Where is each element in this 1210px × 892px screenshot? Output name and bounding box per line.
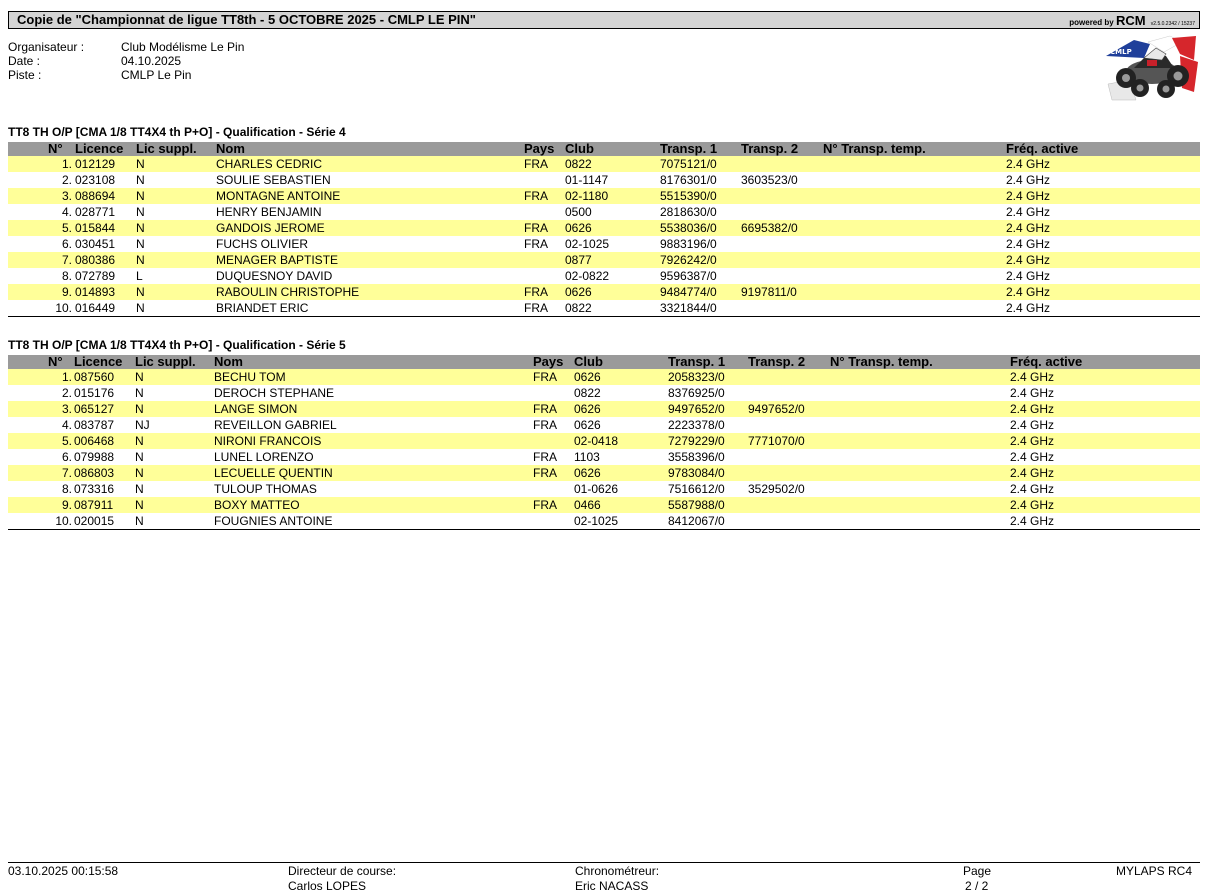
transponder1-cell: 5538036/0 [660,221,717,235]
country-cell: FRA [524,221,548,235]
track-row [8,68,408,82]
lic-suppl-cell: N [135,498,144,512]
licence-cell: 072789 [75,269,116,283]
name-cell: BRIANDET ERIC [216,301,309,315]
row-number: 6. [61,237,72,251]
row-number: 5. [61,434,72,448]
licence-cell: 012129 [75,157,116,171]
transponder1-cell: 7926242/0 [660,253,717,267]
club-cell: 01-1147 [565,173,609,187]
transponder1-cell: 3321844/0 [660,301,717,315]
col-header-transp-temp: N° Transp. temp. [823,141,926,156]
licence-cell: 015176 [74,386,115,400]
country-cell: FRA [533,498,557,512]
table-row [8,513,1200,529]
lic-suppl-cell: N [135,514,144,528]
transponder1-cell: 7075121/0 [660,157,717,171]
frequency-cell: 2.4 GHz [1006,301,1051,315]
licence-cell: 014893 [75,285,116,299]
powered-by [1069,14,1195,31]
footer-rule [8,862,1200,863]
row-number: 8. [61,482,72,496]
table-row [8,449,1200,465]
frequency-cell: 2.4 GHz [1006,253,1051,267]
licence-cell: 065127 [74,402,115,416]
frequency-cell: 2.4 GHz [1006,237,1051,251]
transponder1-cell: 9783084/0 [668,466,725,480]
row-number: 10. [55,301,72,315]
table-header [8,355,1200,369]
name-cell: FUCHS OLIVIER [216,237,309,251]
country-cell: FRA [524,237,548,251]
row-number: 1. [61,370,72,384]
club-logo [1100,34,1202,104]
transponder1-cell: 2818630/0 [660,205,717,219]
frequency-cell: 2.4 GHz [1010,402,1055,416]
lic-suppl-cell: N [136,253,145,267]
frequency-cell: 2.4 GHz [1010,418,1055,432]
lic-suppl-cell: N [136,205,145,219]
club-cell: 0626 [574,370,601,384]
table-row [8,172,1200,188]
transponder2-cell: 9197811/0 [741,285,797,299]
col-header-licence: Licence [74,354,123,369]
table-row [8,465,1200,481]
table-row [8,385,1200,401]
licence-cell: 020015 [74,514,115,528]
licence-cell: 006468 [74,434,115,448]
lic-suppl-cell: N [136,189,145,203]
col-header-pays: Pays [533,354,564,369]
name-cell: DEROCH STEPHANE [214,386,335,400]
table-row [8,369,1200,385]
club-cell: 0626 [565,221,592,235]
country-cell: FRA [524,157,548,171]
row-number: 2. [61,173,72,187]
report-title-bar [8,11,1200,29]
col-header-nom: Nom [216,141,245,156]
lic-suppl-cell: N [135,466,144,480]
licence-cell: 023108 [75,173,116,187]
date-value: 04.10.2025 [121,54,182,68]
col-header-freq: Fréq. active [1006,141,1079,156]
col-header-licence: Licence [75,141,124,156]
row-number: 7. [61,466,72,480]
transponder1-cell: 2058323/0 [668,370,725,384]
frequency-cell: 2.4 GHz [1006,269,1051,283]
table-header [8,142,1200,156]
transponder1-cell: 9484774/0 [660,285,717,299]
col-header-club: Club [574,354,603,369]
transponder1-cell: 9497652/0 [668,402,725,416]
col-header-transp1: Transp. 1 [660,141,718,156]
row-number: 10. [55,514,72,528]
licence-cell: 080386 [75,253,116,267]
frequency-cell: 2.4 GHz [1006,221,1051,235]
row-number: 3. [61,402,72,416]
table-row [8,188,1200,204]
col-header-num: N° [48,141,63,156]
series-4-rows [8,156,1200,316]
name-cell: TULOUP THOMAS [214,482,317,496]
col-header-num: N° [48,354,63,369]
name-cell: RABOULIN CHRISTOPHE [216,285,360,299]
club-cell: 01-0626 [574,482,619,496]
licence-cell: 015844 [75,221,116,235]
lic-suppl-cell: N [135,386,144,400]
club-cell: 0822 [574,386,601,400]
frequency-cell: 2.4 GHz [1010,514,1055,528]
licence-cell: 086803 [74,466,115,480]
frequency-cell: 2.4 GHz [1006,173,1051,187]
frequency-cell: 2.4 GHz [1010,450,1055,464]
name-cell: REVEILLON GABRIEL [214,418,337,432]
club-cell: 0822 [565,301,592,315]
name-cell: GANDOIS JEROME [216,221,325,235]
series-5-rows [8,369,1200,529]
director-name: Carlos LOPES [288,879,367,892]
software-name: MYLAPS RC4 [1116,864,1193,878]
col-header-transp1: Transp. 1 [668,354,726,369]
frequency-cell: 2.4 GHz [1010,482,1055,496]
organiser-row [8,40,408,54]
transponder1-cell: 8176301/0 [660,173,717,187]
col-header-club: Club [565,141,594,156]
row-number: 3. [61,189,72,203]
name-cell: FOUGNIES ANTOINE [214,514,333,528]
col-header-transp2: Transp. 2 [741,141,799,156]
club-cell: 0500 [565,205,592,219]
transponder1-cell: 9883196/0 [660,237,717,251]
transponder2-cell: 7771070/0 [748,434,805,448]
report-title: Copie de "Championnat de ligue TT8th - 5 OCTOBRE 2025 - CMLP LE PIN" [17,12,476,27]
club-cell: 0877 [565,253,592,267]
country-cell: FRA [533,402,557,416]
row-number: 8. [61,269,72,283]
footer-timestamp: 03.10.2025 00:15:58 [8,864,119,878]
date-row [8,54,408,68]
transponder1-cell: 9596387/0 [660,269,717,283]
transponder1-cell: 3558396/0 [668,450,725,464]
row-number: 2. [61,386,72,400]
transponder1-cell: 8376925/0 [668,386,725,400]
licence-cell: 016449 [75,301,116,315]
frequency-cell: 2.4 GHz [1010,386,1055,400]
organiser-label: Organisateur : [8,40,85,54]
lic-suppl-cell: N [135,450,144,464]
table-row [8,481,1200,497]
frequency-cell: 2.4 GHz [1010,498,1055,512]
row-number: 5. [61,221,72,235]
country-cell: FRA [533,418,557,432]
transponder2-cell: 3603523/0 [741,173,798,187]
club-cell: 0626 [574,418,601,432]
row-number: 6. [61,450,72,464]
table-row [8,204,1200,220]
col-header-nom: Nom [214,354,243,369]
transponder1-cell: 5515390/0 [660,189,717,203]
transponder1-cell: 2223378/0 [668,418,725,432]
table-row [8,156,1200,172]
club-cell: 02-0822 [565,269,610,283]
club-cell: 0626 [574,466,601,480]
club-cell: 02-0418 [574,434,619,448]
director-label: Directeur de course: [288,864,397,878]
software-version: v2.5.0.2342 / 15237 [1150,21,1195,27]
lic-suppl-cell: N [136,221,145,235]
country-cell: FRA [533,370,557,384]
row-number: 1. [61,157,72,171]
name-cell: BECHU TOM [214,370,286,384]
col-header-lic-suppl: Lic suppl. [136,141,197,156]
country-cell: FRA [524,189,548,203]
licence-cell: 028771 [75,205,116,219]
table-row [8,433,1200,449]
col-header-transp2: Transp. 2 [748,354,806,369]
frequency-cell: 2.4 GHz [1006,189,1051,203]
name-cell: MENAGER BAPTISTE [216,253,339,267]
name-cell: HENRY BENJAMIN [216,205,322,219]
table-row [8,268,1200,284]
table-bottom-rule [8,316,1200,317]
col-header-lic-suppl: Lic suppl. [135,354,196,369]
organiser-value: Club Modélisme Le Pin [121,40,245,54]
licence-cell: 087560 [74,370,115,384]
frequency-cell: 2.4 GHz [1006,157,1051,171]
series-5-title: TT8 TH O/P [CMA 1/8 TT4X4 th P+O] - Qualification - Série 5 [8,338,346,352]
transponder2-cell: 9497652/0 [748,402,805,416]
frequency-cell: 2.4 GHz [1010,434,1055,448]
lic-suppl-cell: N [135,482,144,496]
name-cell: SOULIE SEBASTIEN [216,173,331,187]
name-cell: LUNEL LORENZO [214,450,314,464]
track-value: CMLP Le Pin [121,68,192,82]
transponder1-cell: 5587988/0 [668,498,725,512]
row-number: 9. [61,498,72,512]
timekeeper-name: Eric NACASS [575,879,649,892]
country-cell: FRA [533,466,557,480]
name-cell: BOXY MATTEO [214,498,300,512]
event-info [8,40,408,82]
series-4-title: TT8 TH O/P [CMA 1/8 TT4X4 th P+O] - Qualification - Série 4 [8,125,346,139]
name-cell: MONTAGNE ANTOINE [216,189,341,203]
series-4-table [8,142,1200,317]
lic-suppl-cell: N [136,237,145,251]
club-cell: 0626 [574,402,601,416]
licence-cell: 073316 [74,482,115,496]
name-cell: LECUELLE QUENTIN [214,466,333,480]
transponder1-cell: 7279229/0 [668,434,725,448]
country-cell: FRA [524,285,548,299]
table-row [8,220,1200,236]
lic-suppl-cell: N [136,301,145,315]
name-cell: CHARLES CEDRIC [216,157,323,171]
frequency-cell: 2.4 GHz [1006,205,1051,219]
table-row [8,236,1200,252]
name-cell: LANGE SIMON [214,402,298,416]
licence-cell: 079988 [74,450,115,464]
logo-caption: CMLP [1110,48,1132,56]
name-cell: DUQUESNOY DAVID [216,269,333,283]
col-header-freq: Fréq. active [1010,354,1083,369]
table-row [8,284,1200,300]
table-row [8,401,1200,417]
transponder2-cell: 3529502/0 [748,482,805,496]
lic-suppl-cell: N [136,285,145,299]
frequency-cell: 2.4 GHz [1006,285,1051,299]
club-cell: 0822 [565,157,592,171]
licence-cell: 083787 [74,418,115,432]
club-cell: 0466 [574,498,601,512]
col-header-transp-temp: N° Transp. temp. [830,354,933,369]
row-number: 4. [61,418,72,432]
lic-suppl-cell: N [135,370,144,384]
club-cell: 0626 [565,285,592,299]
name-cell: NIRONI FRANCOIS [214,434,322,448]
date-label: Date : [8,54,41,68]
powered-by-label: powered by [1069,18,1114,27]
page-label: Page [963,864,992,878]
row-number: 7. [61,253,72,267]
club-cell: 1103 [574,450,600,464]
country-cell: FRA [533,450,557,464]
country-cell: FRA [524,301,548,315]
lic-suppl-cell: N [135,434,144,448]
club-cell: 02-1180 [565,189,609,203]
table-bottom-rule [8,529,1200,530]
lic-suppl-cell: L [136,269,143,283]
table-row [8,417,1200,433]
track-label: Piste : [8,68,42,82]
timekeeper-label: Chronométreur: [575,864,660,878]
table-row [8,300,1200,316]
club-cell: 02-1025 [574,514,619,528]
transponder2-cell: 6695382/0 [741,221,798,235]
row-number: 9. [61,285,72,299]
licence-cell: 030451 [75,237,116,251]
lic-suppl-cell: N [136,157,145,171]
lic-suppl-cell: N [135,402,144,416]
lic-suppl-cell: NJ [135,418,150,432]
row-number: 4. [61,205,72,219]
licence-cell: 088694 [75,189,116,203]
club-cell: 02-1025 [565,237,610,251]
col-header-pays: Pays [524,141,555,156]
brand-name: RCM [1115,13,1146,28]
table-row [8,497,1200,513]
page-number: 2 / 2 [965,879,989,892]
transponder1-cell: 7516612/0 [668,482,725,496]
frequency-cell: 2.4 GHz [1010,466,1055,480]
table-row [8,252,1200,268]
licence-cell: 087911 [74,498,114,512]
series-5-table [8,355,1200,530]
transponder1-cell: 8412067/0 [668,514,725,528]
frequency-cell: 2.4 GHz [1010,370,1055,384]
lic-suppl-cell: N [136,173,145,187]
